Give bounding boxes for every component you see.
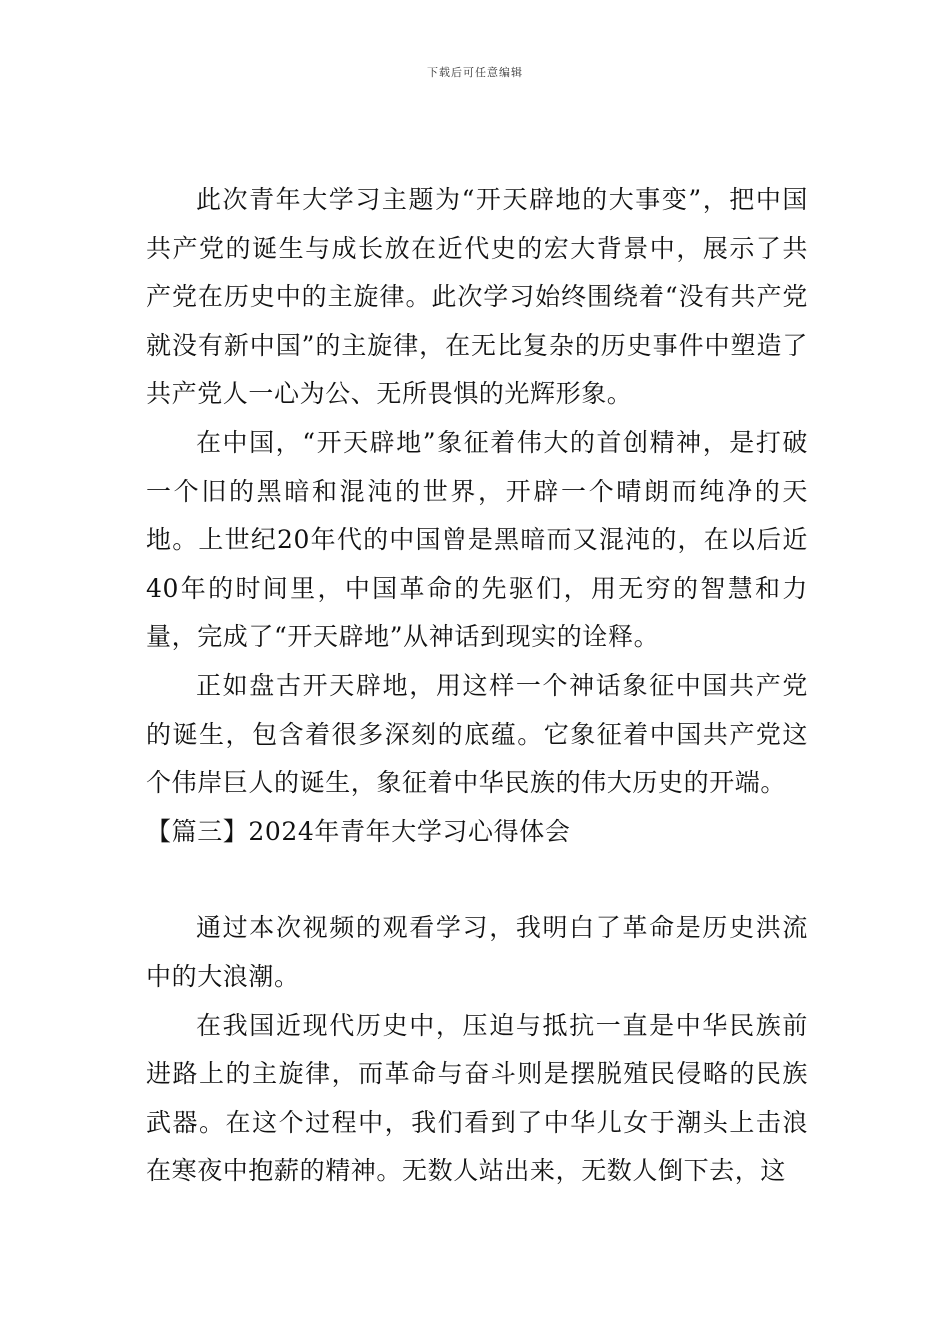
paragraph-2: 在中国，“开天辟地”象征着伟大的首创精神，是打破一个旧的黑暗和混沌的世界，开辟一个晴朗而纯净的天地。上世纪20年代的中国曾是黑暗而又混沌的，在以后近40年的时间里，中国革命的先驱们，用无穷的智慧和力量，完成了“开天辟地”从神话到现实的诠释。 (146, 427, 808, 652)
paragraph-3: 正如盘古开天辟地，用这样一个神话象征中国共产党的诞生，包含着很多深刻的底蕴。它象征着中国共产党这个伟岸巨人的诞生，象征着中华民族的伟大历史的开端。 (146, 670, 808, 798)
section-title: 【篇三】2024年青年大学习心得体会 (146, 816, 571, 846)
document-body (146, 176, 808, 1196)
page-header-note: 下载后可任意编辑 (427, 66, 523, 79)
section-paragraph-2: 在我国近现代历史中，压迫与抵抗一直是中华民族前进路上的主旋律，而革命与奋斗则是摆脱殖民侵略的民族武器。在这个过程中，我们看到了中华儿女于潮头上击浪在寒夜中抱薪的精神。无数人站出来，无数人倒下去，这 (146, 1010, 808, 1186)
paragraph-1: 此次青年大学习主题为“开天辟地的大事变”，把中国共产党的诞生与成长放在近代史的宏大背景中，展示了共产党在历史中的主旋律。此次学习始终围绕着“没有共产党就没有新中国”的主旋律，在无比复杂的历史事件中塑造了共产党人一心为公、无所畏惧的光辉形象。 (146, 185, 808, 409)
section-paragraph-1: 通过本次视频的观看学习，我明白了革命是历史洪流中的大浪潮。 (146, 913, 808, 991)
